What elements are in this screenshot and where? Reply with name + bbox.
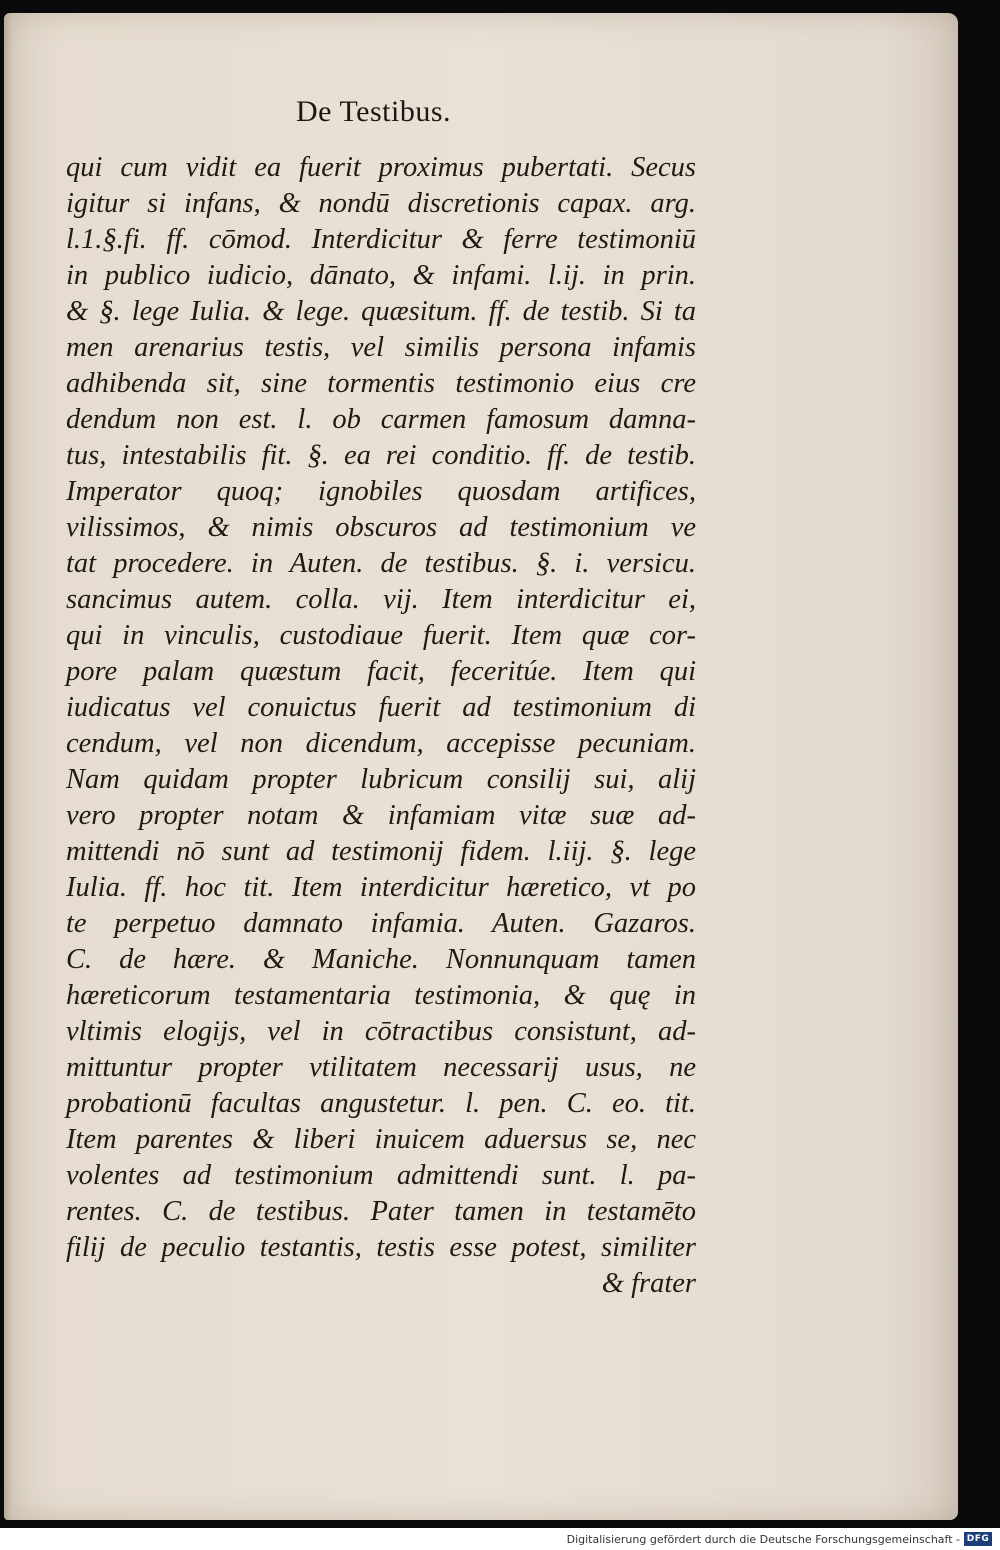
text-line: adhibenda sit, sine tormentis testimonio eius cre (66, 368, 696, 399)
page-edge-shadow (4, 13, 12, 1520)
text-line: qui in vinculis, custodiaue fuerit. Item quæ cor- (66, 620, 696, 651)
text-line: vltimis elogijs, vel in cōtractibus consistunt, ad- (66, 1016, 696, 1047)
text-line: l.1.§.fi. ff. cōmod. Interdicitur & ferre testimoniū (66, 224, 696, 255)
text-line: mittendi nō sunt ad testimonij fidem. l.iij. §. lege (66, 836, 696, 867)
text-line: Item parentes & liberi inuicem aduersus se, nec (66, 1124, 696, 1155)
dfg-logo: DFG (964, 1532, 992, 1546)
running-header: De Testibus. (296, 95, 452, 128)
text-line: Iulia. ff. hoc tit. Item interdicitur hæretico, vt po (66, 872, 696, 903)
text-line: tat procedere. in Auten. de testibus. §. i. versicu. (66, 548, 696, 579)
text-line: C. de hære. & Maniche. Nonnunquam tamen (66, 944, 696, 975)
catchword: & frater (601, 1268, 696, 1299)
text-line: in publico iudicio, dānato, & infami. l.ij. in prin. (66, 260, 696, 291)
text-line: mittuntur propter vtilitatem necessarij usus, ne (66, 1052, 696, 1083)
text-line: & §. lege Iulia. & lege. quæsitum. ff. de testib. Si ta (66, 296, 696, 327)
text-line: cendum, vel non dicendum, accepisse pecuniam. (66, 728, 696, 759)
text-line: vero propter notam & infamiam vitæ suæ ad- (66, 800, 696, 831)
text-line: iudicatus vel conuictus fuerit ad testimonium di (66, 692, 696, 723)
text-line: Nam quidam propter lubricum consilij sui, alij (66, 764, 696, 795)
text-line: volentes ad testimonium admittendi sunt. l. pa- (66, 1160, 696, 1191)
text-line: men arenarius testis, vel similis persona infamis (66, 332, 696, 363)
text-line: te perpetuo damnato infamia. Auten. Gazaros. (66, 908, 696, 939)
text-line: qui cum vidit ea fuerit proximus pubertati. Secus (66, 152, 696, 183)
text-line: vilissimos, & nimis obscuros ad testimonium ve (66, 512, 696, 543)
text-line: sancimus autem. colla. vij. Item interdicitur ei, (66, 584, 696, 615)
body-text (66, 150, 696, 1302)
text-line: dendum non est. l. ob carmen famosum damna- (66, 404, 696, 435)
funding-credit: Digitalisierung gefördert durch die Deutsche Forschungsgemeinschaft - (566, 1533, 960, 1546)
text-line: rentes. C. de testibus. Pater tamen in testamēto (66, 1196, 696, 1227)
text-line: pore palam quæstum facit, feceritúe. Item qui (66, 656, 696, 687)
text-line: probationū facultas angustetur. l. pen. C. eo. tit. (66, 1088, 696, 1119)
text-line: igitur si infans, & nondū discretionis capax. arg. (66, 188, 696, 219)
text-line: filij de peculio testantis, testis esse potest, similiter (66, 1232, 696, 1263)
text-line: tus, intestabilis fit. §. ea rei conditio. ff. de testib. (66, 440, 696, 471)
text-line: hæreticorum testamentaria testimonia, & quę in (66, 980, 696, 1011)
text-line: Imperator quoq; ignobiles quosdam artifices, (66, 476, 696, 507)
